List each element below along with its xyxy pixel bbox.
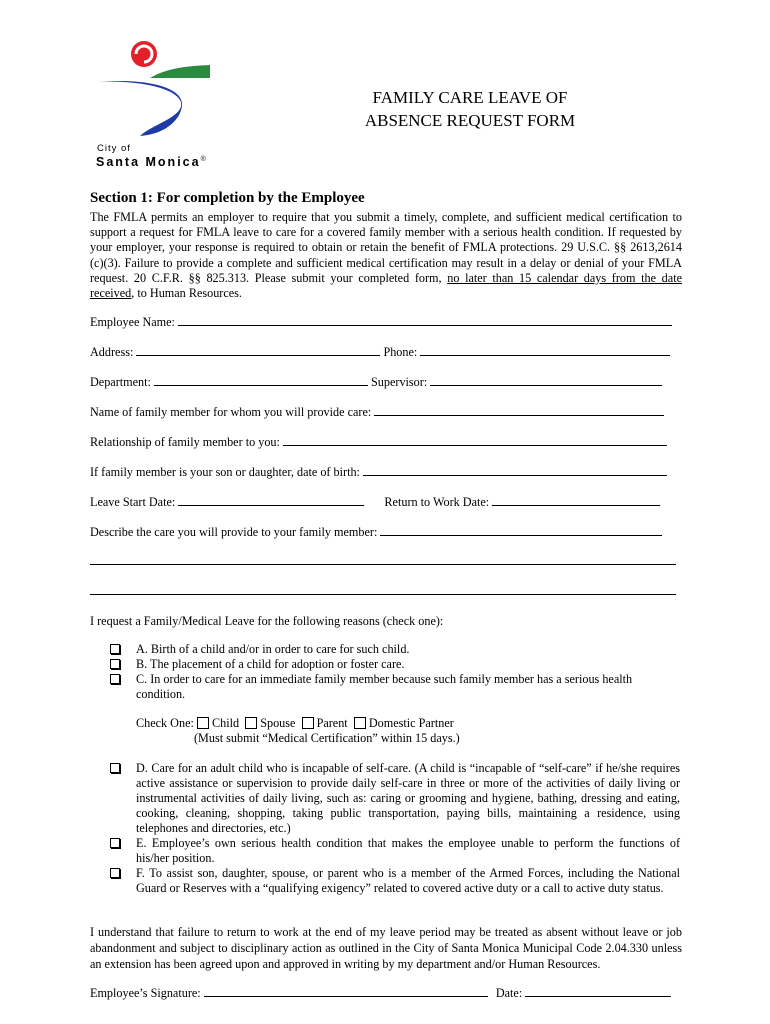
logo-santa-monica: Santa Monica® [96,155,206,169]
check-one-row [136,716,454,731]
describe-care-input[interactable] [380,524,662,536]
spouse-checkbox[interactable] [245,717,257,729]
employee-name-input[interactable] [178,314,672,326]
reason-e-checkbox[interactable] [110,838,120,848]
registered-mark: ® [200,155,206,163]
reason-b: B. The placement of a child for adoption or foster care. [110,657,680,672]
reason-f: F. To assist son, daughter, spouse, or parent who is a member of the Armed Forces, including the National Guard or Reserves with a “qualifying exigency” related to covered active duty or a call to active duty status. [110,866,680,896]
department-label: Department: [90,375,151,389]
describe-care-line-3[interactable] [90,594,676,595]
reason-c-checkbox[interactable] [110,674,120,684]
acknowledgement-paragraph: I understand that failure to return to work at the end of my leave period may be treated as absent without leave or job abandonment and subject to disciplinary action as outlined in the City of Santa Monica Municipal Code 2.04.330 unless an extension has been agreed upon and approved in writing by my department and/or Human Resources. [90,925,682,971]
dob-label: If family member is your son or daughter, date of birth: [90,465,360,479]
dob-input[interactable] [363,464,667,476]
phone-label: Phone: [383,345,418,359]
supervisor-input[interactable] [430,374,662,386]
reason-e: E. Employee’s own serious health condition that makes the employee unable to perform the functions of his/her position. [110,836,680,866]
reason-d: D. Care for an adult child who is incapable of self-care. (A child is “incapable of “self-care” if he/she requires active assistance or supervision to provide daily self-care in three or more of the activities of daily living or instrumental activities of daily living, such as: caring or grooming and hygiene, bathing, dressing and eating, cooking, cleaning, shopping, taking public transportation, paying bills, maintaining a residence, using telephones and directories, etc.) [110,761,680,836]
reason-a-checkbox[interactable] [110,644,120,654]
employee-name-label: Employee Name: [90,315,175,329]
deadline-underlined: no later than 15 calendar days from the date received [90,270,682,301]
describe-care-line-2[interactable] [90,564,676,565]
signature-date-label: Date: [495,986,523,1000]
family-member-name-input[interactable] [374,404,664,416]
check-one-label: Check One: [136,716,194,730]
reason-c: C. In order to care for an immediate family member because such family member has a serious health condition. [110,672,655,702]
department-input[interactable] [154,374,368,386]
domestic-partner-option-label: Domestic Partner [368,716,454,730]
section-heading: Section 1: For completion by the Employee [90,190,365,206]
medical-certification-note: (Must submit “Medical Certification” within 15 days.) [194,731,460,745]
family-member-name-label: Name of family member for whom you will provide care: [90,405,372,419]
reason-d-checkbox[interactable] [110,763,120,773]
intro-paragraph: The FMLA permits an employer to require that you submit a timely, complete, and sufficient medical certification to support a request for FMLA leave to care for a covered family member with a serious health condition. If requested by your employer, your response is required to obtain or retain the benefit of FMLA protections. 29 U.S.C. §§ 2613,2614 (c)(3). Failure to provide a complete and sufficient medical certification may result in a delay or denial of your FMLA request. 20 C.F.R. §§ 825.313. Please submit your completed form, no later than 15 calendar days from the date received, to Human Resources. [90,210,682,301]
parent-option-label: Parent [316,716,348,730]
signature-date-input[interactable] [525,985,671,997]
reason-a: A. Birth of a child and/or in order to care for such child. [110,642,680,657]
return-date-label: Return to Work Date: [384,495,490,509]
address-label: Address: [90,345,134,359]
relationship-input[interactable] [283,434,667,446]
logo-city-of: City of [97,143,131,154]
return-date-input[interactable] [492,494,660,506]
reason-f-checkbox[interactable] [110,868,120,878]
address-row [90,344,670,360]
signature-input[interactable] [204,985,488,997]
describe-care-row [90,524,662,540]
reason-b-checkbox[interactable] [110,659,120,669]
department-row [90,374,662,390]
child-option-label: Child [211,716,240,730]
signature-label: Employee’s Signature: [90,986,201,1000]
dob-row [90,464,667,480]
spouse-option-label: Spouse [260,716,296,730]
address-input[interactable] [136,344,380,356]
leave-start-input[interactable] [178,494,364,506]
leave-dates-row [90,494,660,510]
family-member-name-row [90,404,664,420]
form-title-line1: FAMILY CARE LEAVE OF [372,88,568,107]
relationship-label: Relationship of family member to you: [90,435,280,449]
child-checkbox[interactable] [197,717,209,729]
phone-input[interactable] [420,344,670,356]
supervisor-label: Supervisor: [371,375,428,389]
signature-row [90,985,671,1001]
describe-care-label: Describe the care you will provide to your family member: [90,525,378,539]
form-title [300,86,640,132]
employee-name-row [90,314,672,330]
form-title-line2: ABSENCE REQUEST FORM [364,111,576,130]
relationship-row [90,434,667,450]
reasons-heading: I request a Family/Medical Leave for the following reasons (check one): [90,614,444,628]
leave-start-label: Leave Start Date: [90,495,176,509]
parent-checkbox[interactable] [302,717,314,729]
domestic-partner-checkbox[interactable] [354,717,366,729]
